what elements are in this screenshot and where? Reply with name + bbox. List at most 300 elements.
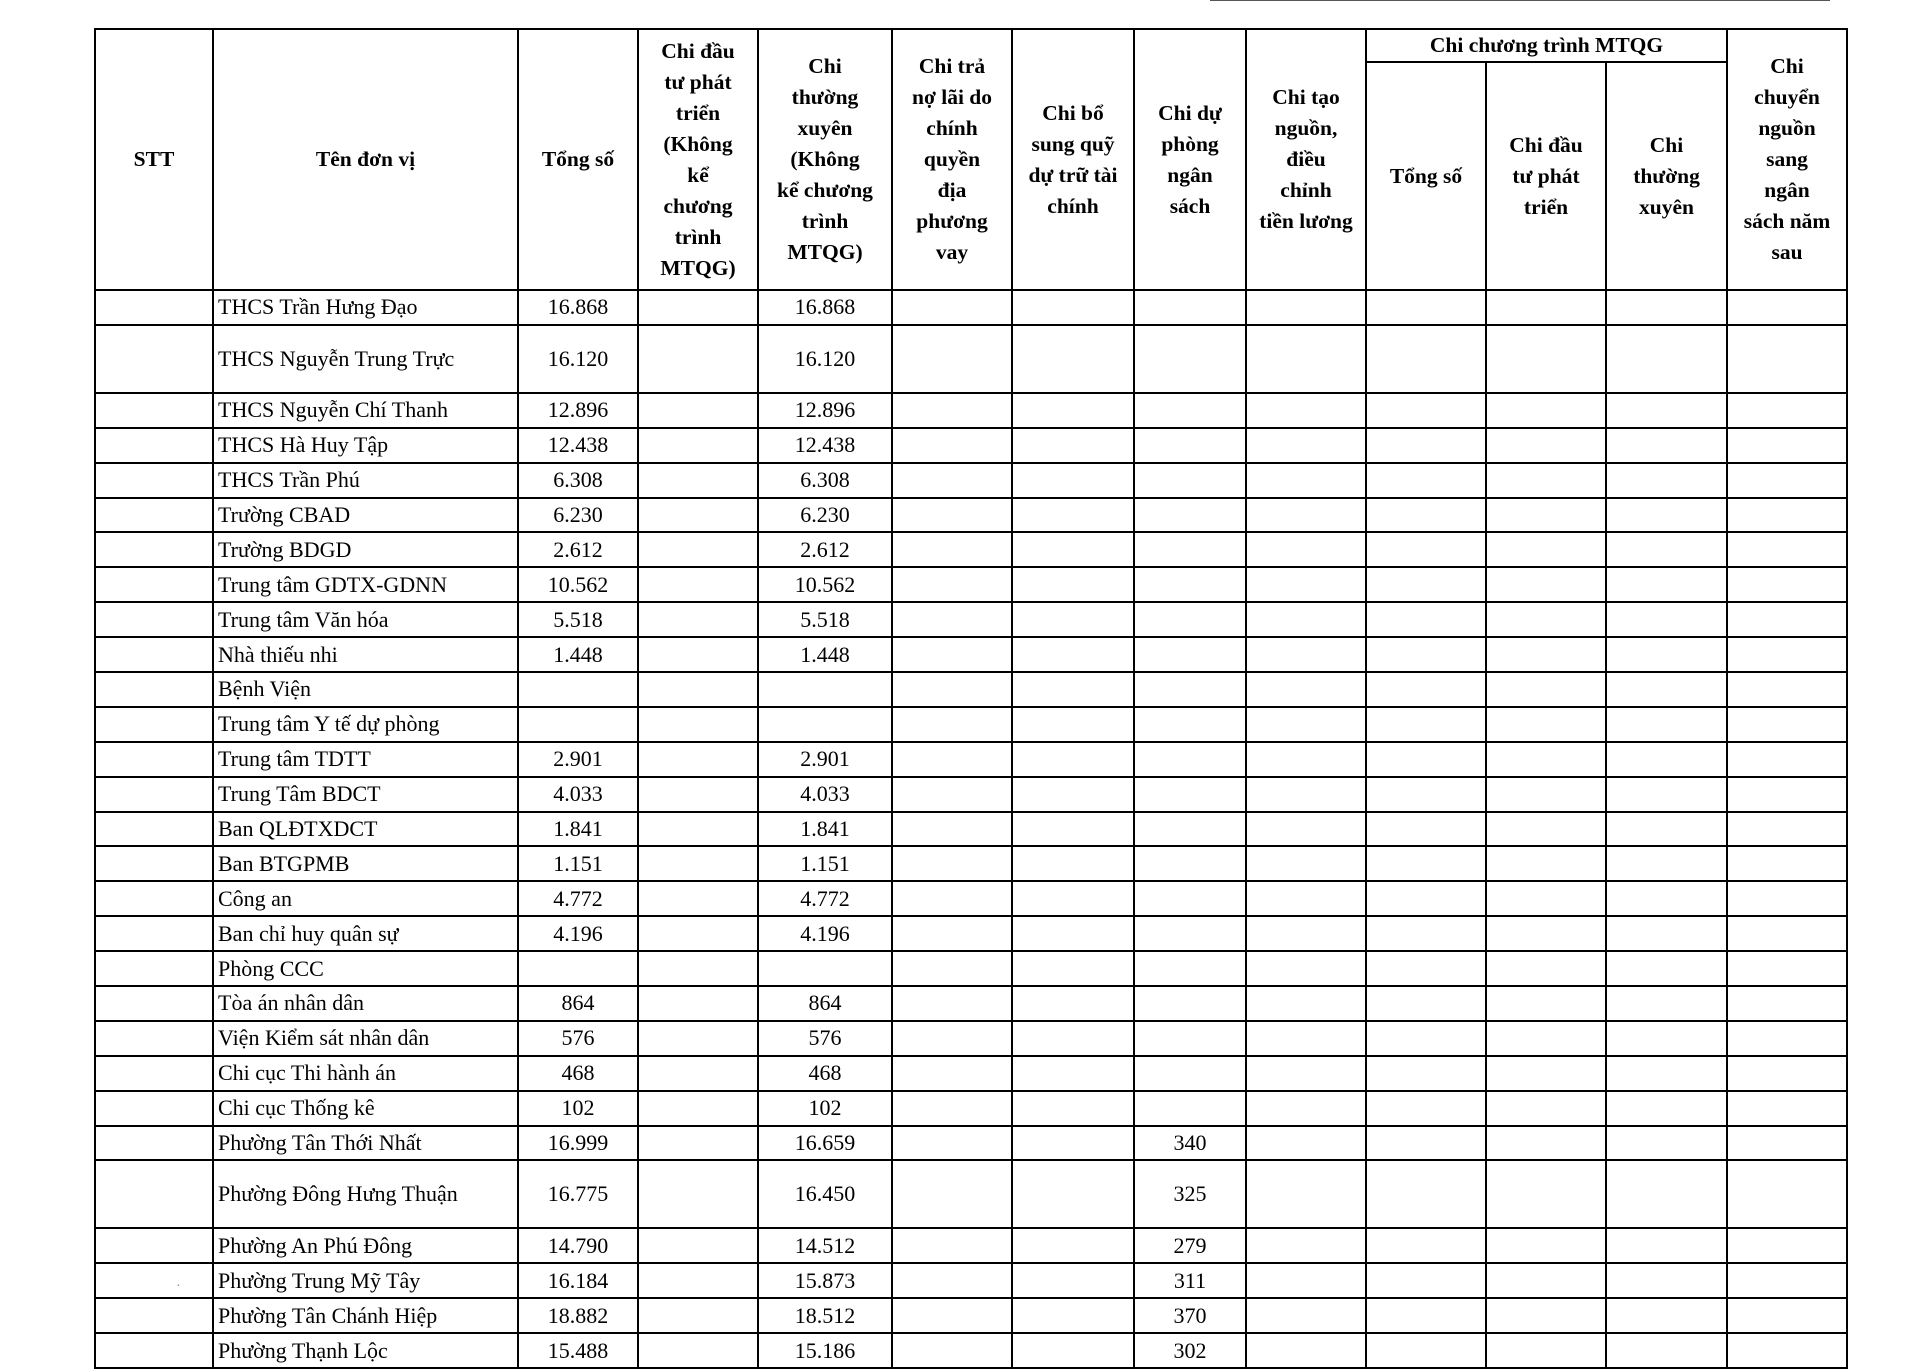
name-cell: Chi cục Thống kê	[213, 1091, 518, 1126]
du-phong-cell	[1134, 672, 1246, 707]
mtqg-thuong-xuyen-cell	[1606, 463, 1727, 498]
tong-so-cell: 5.518	[518, 602, 638, 637]
thuong-xuyen-cell: 1.448	[758, 637, 892, 672]
mtqg-tong-so-cell	[1366, 1298, 1486, 1333]
thuong-xuyen-cell: 4.033	[758, 777, 892, 812]
name-cell: Ban chỉ huy quân sự	[213, 916, 518, 951]
mtqg-thuong-xuyen-cell	[1606, 498, 1727, 533]
mtqg-thuong-xuyen-cell	[1606, 290, 1727, 325]
dau-tu-cell	[638, 532, 758, 567]
tra-no-cell	[892, 1333, 1012, 1368]
tra-no-cell	[892, 1298, 1012, 1333]
tra-no-cell	[892, 567, 1012, 602]
chuyen-nguon-cell	[1727, 846, 1847, 881]
name-cell: Bệnh Viện	[213, 672, 518, 707]
mtqg-tong-so-cell	[1366, 1021, 1486, 1056]
name-cell: Trường CBAD	[213, 498, 518, 533]
thuong-xuyen-cell: 16.120	[758, 325, 892, 393]
du-phong-cell	[1134, 637, 1246, 672]
header-mtqg-thuong-xuyen: Chi thường xuyên	[1606, 62, 1727, 290]
du-phong-cell	[1134, 707, 1246, 742]
tong-so-cell: 468	[518, 1056, 638, 1091]
thuong-xuyen-cell	[758, 707, 892, 742]
name-cell: THCS Nguyễn Trung Trực	[213, 325, 518, 393]
name-cell: Trường BDGD	[213, 532, 518, 567]
bo-sung-cell	[1012, 777, 1134, 812]
dau-tu-cell	[638, 1298, 758, 1333]
table-row	[95, 463, 1847, 498]
stt-cell	[95, 1126, 213, 1161]
chuyen-nguon-cell	[1727, 1126, 1847, 1161]
tao-nguon-cell	[1246, 812, 1366, 847]
dau-tu-cell	[638, 393, 758, 428]
header-mtqg-tong-so: Tổng số	[1366, 62, 1486, 290]
thuong-xuyen-cell: 6.308	[758, 463, 892, 498]
mtqg-dau-tu-cell	[1486, 777, 1606, 812]
name-cell: Trung tâm Văn hóa	[213, 602, 518, 637]
mtqg-tong-so-cell	[1366, 637, 1486, 672]
table-row	[95, 1126, 1847, 1161]
thuong-xuyen-cell: 16.659	[758, 1126, 892, 1161]
stt-cell	[95, 1056, 213, 1091]
tao-nguon-cell	[1246, 290, 1366, 325]
mtqg-tong-so-cell	[1366, 532, 1486, 567]
mtqg-thuong-xuyen-cell	[1606, 567, 1727, 602]
name-cell: Viện Kiểm sát nhân dân	[213, 1021, 518, 1056]
scan-noise: ·	[176, 1279, 181, 1294]
tra-no-cell	[892, 1056, 1012, 1091]
mtqg-thuong-xuyen-cell	[1606, 707, 1727, 742]
thuong-xuyen-cell: 14.512	[758, 1228, 892, 1263]
du-phong-cell	[1134, 951, 1246, 986]
tao-nguon-cell	[1246, 567, 1366, 602]
chuyen-nguon-cell	[1727, 777, 1847, 812]
header-mtqg-dau-tu: Chi đầu tư phát triển	[1486, 62, 1606, 290]
header-chi-dau-tu: Chi đầu tư phát triển (Không kể chương trình MTQG)	[638, 29, 758, 290]
table-row	[95, 428, 1847, 463]
tong-so-cell: 4.772	[518, 881, 638, 916]
stt-cell	[95, 463, 213, 498]
tra-no-cell	[892, 986, 1012, 1021]
tao-nguon-cell	[1246, 777, 1366, 812]
name-cell: Trung tâm TDTT	[213, 742, 518, 777]
chuyen-nguon-cell	[1727, 393, 1847, 428]
chuyen-nguon-cell	[1727, 707, 1847, 742]
du-phong-cell	[1134, 986, 1246, 1021]
mtqg-tong-so-cell	[1366, 1160, 1486, 1228]
tra-no-cell	[892, 1091, 1012, 1126]
tao-nguon-cell	[1246, 325, 1366, 393]
chuyen-nguon-cell	[1727, 1298, 1847, 1333]
mtqg-thuong-xuyen-cell	[1606, 637, 1727, 672]
chuyen-nguon-cell	[1727, 637, 1847, 672]
stt-cell	[95, 846, 213, 881]
thuong-xuyen-cell: 10.562	[758, 567, 892, 602]
du-phong-cell	[1134, 777, 1246, 812]
tao-nguon-cell	[1246, 463, 1366, 498]
mtqg-thuong-xuyen-cell	[1606, 1263, 1727, 1298]
stt-cell	[95, 777, 213, 812]
stt-cell	[95, 428, 213, 463]
chuyen-nguon-cell	[1727, 742, 1847, 777]
bo-sung-cell	[1012, 637, 1134, 672]
tra-no-cell	[892, 428, 1012, 463]
tra-no-cell	[892, 290, 1012, 325]
top-scan-line	[1210, 0, 1830, 1]
mtqg-tong-so-cell	[1366, 812, 1486, 847]
du-phong-cell	[1134, 602, 1246, 637]
bo-sung-cell	[1012, 393, 1134, 428]
chuyen-nguon-cell	[1727, 498, 1847, 533]
du-phong-cell	[1134, 567, 1246, 602]
du-phong-cell	[1134, 463, 1246, 498]
dau-tu-cell	[638, 1333, 758, 1368]
dau-tu-cell	[638, 951, 758, 986]
tong-so-cell: 1.841	[518, 812, 638, 847]
mtqg-thuong-xuyen-cell	[1606, 1021, 1727, 1056]
dau-tu-cell	[638, 290, 758, 325]
thuong-xuyen-cell: 12.896	[758, 393, 892, 428]
mtqg-dau-tu-cell	[1486, 1091, 1606, 1126]
mtqg-tong-so-cell	[1366, 951, 1486, 986]
header-chi-tra-no: Chi trả nợ lãi do chính quyền địa phương vay	[892, 29, 1012, 290]
mtqg-thuong-xuyen-cell	[1606, 428, 1727, 463]
tra-no-cell	[892, 637, 1012, 672]
dau-tu-cell	[638, 707, 758, 742]
mtqg-thuong-xuyen-cell	[1606, 393, 1727, 428]
table-row	[95, 1021, 1847, 1056]
chuyen-nguon-cell	[1727, 325, 1847, 393]
bo-sung-cell	[1012, 1160, 1134, 1228]
tong-so-cell: 576	[518, 1021, 638, 1056]
tao-nguon-cell	[1246, 637, 1366, 672]
table-row	[95, 1333, 1847, 1368]
tao-nguon-cell	[1246, 1091, 1366, 1126]
table-row	[95, 707, 1847, 742]
bo-sung-cell	[1012, 742, 1134, 777]
chuyen-nguon-cell	[1727, 1263, 1847, 1298]
dau-tu-cell	[638, 812, 758, 847]
mtqg-tong-so-cell	[1366, 1056, 1486, 1091]
tra-no-cell	[892, 846, 1012, 881]
stt-cell	[95, 532, 213, 567]
name-cell: THCS Trần Phú	[213, 463, 518, 498]
bo-sung-cell	[1012, 428, 1134, 463]
bo-sung-cell	[1012, 986, 1134, 1021]
table-row	[95, 986, 1847, 1021]
thuong-xuyen-cell: 12.438	[758, 428, 892, 463]
chuyen-nguon-cell	[1727, 986, 1847, 1021]
thuong-xuyen-cell: 15.873	[758, 1263, 892, 1298]
du-phong-cell: 370	[1134, 1298, 1246, 1333]
chuyen-nguon-cell	[1727, 1228, 1847, 1263]
tao-nguon-cell	[1246, 951, 1366, 986]
stt-cell	[95, 951, 213, 986]
tao-nguon-cell	[1246, 881, 1366, 916]
tao-nguon-cell	[1246, 707, 1366, 742]
name-cell: Phường Đông Hưng Thuận	[213, 1160, 518, 1228]
bo-sung-cell	[1012, 532, 1134, 567]
stt-cell	[95, 881, 213, 916]
du-phong-cell	[1134, 498, 1246, 533]
stt-cell	[95, 1333, 213, 1368]
header-tong-so: Tổng số	[518, 29, 638, 290]
tao-nguon-cell	[1246, 393, 1366, 428]
tao-nguon-cell	[1246, 1160, 1366, 1228]
chuyen-nguon-cell	[1727, 812, 1847, 847]
tong-so-cell: 4.196	[518, 916, 638, 951]
mtqg-dau-tu-cell	[1486, 1160, 1606, 1228]
dau-tu-cell	[638, 1091, 758, 1126]
thuong-xuyen-cell: 6.230	[758, 498, 892, 533]
tra-no-cell	[892, 707, 1012, 742]
mtqg-tong-so-cell	[1366, 1263, 1486, 1298]
mtqg-tong-so-cell	[1366, 986, 1486, 1021]
chuyen-nguon-cell	[1727, 567, 1847, 602]
du-phong-cell	[1134, 428, 1246, 463]
stt-cell	[95, 742, 213, 777]
mtqg-thuong-xuyen-cell	[1606, 1228, 1727, 1263]
mtqg-dau-tu-cell	[1486, 672, 1606, 707]
mtqg-dau-tu-cell	[1486, 567, 1606, 602]
mtqg-dau-tu-cell	[1486, 1333, 1606, 1368]
chuyen-nguon-cell	[1727, 1091, 1847, 1126]
tao-nguon-cell	[1246, 498, 1366, 533]
thuong-xuyen-cell: 18.512	[758, 1298, 892, 1333]
header-mtqg-group: Chi chương trình MTQG	[1366, 29, 1727, 62]
tra-no-cell	[892, 498, 1012, 533]
dau-tu-cell	[638, 567, 758, 602]
tra-no-cell	[892, 916, 1012, 951]
bo-sung-cell	[1012, 1228, 1134, 1263]
mtqg-tong-so-cell	[1366, 602, 1486, 637]
mtqg-tong-so-cell	[1366, 916, 1486, 951]
table-row	[95, 1160, 1847, 1228]
dau-tu-cell	[638, 846, 758, 881]
table-row	[95, 567, 1847, 602]
stt-cell	[95, 1298, 213, 1333]
name-cell: Phường Tân Chánh Hiệp	[213, 1298, 518, 1333]
tra-no-cell	[892, 602, 1012, 637]
chuyen-nguon-cell	[1727, 916, 1847, 951]
du-phong-cell: 340	[1134, 1126, 1246, 1161]
bo-sung-cell	[1012, 1056, 1134, 1091]
stt-cell	[95, 1160, 213, 1228]
mtqg-thuong-xuyen-cell	[1606, 1091, 1727, 1126]
dau-tu-cell	[638, 1056, 758, 1091]
mtqg-dau-tu-cell	[1486, 986, 1606, 1021]
mtqg-tong-so-cell	[1366, 463, 1486, 498]
name-cell: Phường Thạnh Lộc	[213, 1333, 518, 1368]
dau-tu-cell	[638, 463, 758, 498]
mtqg-dau-tu-cell	[1486, 881, 1606, 916]
mtqg-thuong-xuyen-cell	[1606, 846, 1727, 881]
mtqg-tong-so-cell	[1366, 777, 1486, 812]
bo-sung-cell	[1012, 672, 1134, 707]
chuyen-nguon-cell	[1727, 1021, 1847, 1056]
dau-tu-cell	[638, 742, 758, 777]
stt-cell	[95, 567, 213, 602]
chuyen-nguon-cell	[1727, 881, 1847, 916]
du-phong-cell	[1134, 393, 1246, 428]
tong-so-cell: 18.882	[518, 1298, 638, 1333]
chuyen-nguon-cell	[1727, 1333, 1847, 1368]
tao-nguon-cell	[1246, 1021, 1366, 1056]
bo-sung-cell	[1012, 707, 1134, 742]
tao-nguon-cell	[1246, 672, 1366, 707]
tong-so-cell: 6.308	[518, 463, 638, 498]
table-row	[95, 602, 1847, 637]
header-chi-bo-sung: Chi bổ sung quỹ dự trữ tài chính	[1012, 29, 1134, 290]
tong-so-cell: 14.790	[518, 1228, 638, 1263]
table-row	[95, 393, 1847, 428]
mtqg-thuong-xuyen-cell	[1606, 1160, 1727, 1228]
tong-so-cell: 12.896	[518, 393, 638, 428]
table-row	[95, 1263, 1847, 1298]
stt-cell	[95, 393, 213, 428]
table-row	[95, 916, 1847, 951]
mtqg-tong-so-cell	[1366, 881, 1486, 916]
mtqg-thuong-xuyen-cell	[1606, 1126, 1727, 1161]
name-cell: Phòng CCC	[213, 951, 518, 986]
bo-sung-cell	[1012, 1091, 1134, 1126]
mtqg-tong-so-cell	[1366, 742, 1486, 777]
du-phong-cell: 325	[1134, 1160, 1246, 1228]
stt-cell	[95, 602, 213, 637]
du-phong-cell	[1134, 532, 1246, 567]
mtqg-thuong-xuyen-cell	[1606, 602, 1727, 637]
tong-so-cell	[518, 707, 638, 742]
name-cell: THCS Hà Huy Tập	[213, 428, 518, 463]
mtqg-tong-so-cell	[1366, 325, 1486, 393]
dau-tu-cell	[638, 986, 758, 1021]
chuyen-nguon-cell	[1727, 1160, 1847, 1228]
name-cell: Nhà thiếu nhi	[213, 637, 518, 672]
mtqg-dau-tu-cell	[1486, 951, 1606, 986]
mtqg-thuong-xuyen-cell	[1606, 1056, 1727, 1091]
mtqg-dau-tu-cell	[1486, 463, 1606, 498]
stt-cell	[95, 1091, 213, 1126]
tong-so-cell: 864	[518, 986, 638, 1021]
thuong-xuyen-cell: 102	[758, 1091, 892, 1126]
tao-nguon-cell	[1246, 986, 1366, 1021]
tong-so-cell: 16.868	[518, 290, 638, 325]
mtqg-thuong-xuyen-cell	[1606, 1298, 1727, 1333]
stt-cell	[95, 637, 213, 672]
name-cell: Phường An Phú Đông	[213, 1228, 518, 1263]
dau-tu-cell	[638, 637, 758, 672]
table-header	[95, 29, 1847, 290]
table-row	[95, 742, 1847, 777]
tong-so-cell	[518, 672, 638, 707]
tong-so-cell	[518, 951, 638, 986]
mtqg-thuong-xuyen-cell	[1606, 742, 1727, 777]
table-row	[95, 951, 1847, 986]
chuyen-nguon-cell	[1727, 951, 1847, 986]
mtqg-thuong-xuyen-cell	[1606, 325, 1727, 393]
tra-no-cell	[892, 672, 1012, 707]
tao-nguon-cell	[1246, 846, 1366, 881]
thuong-xuyen-cell: 16.450	[758, 1160, 892, 1228]
bo-sung-cell	[1012, 567, 1134, 602]
chuyen-nguon-cell	[1727, 1056, 1847, 1091]
dau-tu-cell	[638, 1228, 758, 1263]
header-chi-du-phong: Chi dự phòng ngân sách	[1134, 29, 1246, 290]
chuyen-nguon-cell	[1727, 532, 1847, 567]
dau-tu-cell	[638, 672, 758, 707]
tong-so-cell: 15.488	[518, 1333, 638, 1368]
du-phong-cell	[1134, 881, 1246, 916]
stt-cell	[95, 672, 213, 707]
bo-sung-cell	[1012, 1263, 1134, 1298]
tong-so-cell: 6.230	[518, 498, 638, 533]
thuong-xuyen-cell: 16.868	[758, 290, 892, 325]
tong-so-cell: 16.999	[518, 1126, 638, 1161]
dau-tu-cell	[638, 498, 758, 533]
mtqg-dau-tu-cell	[1486, 742, 1606, 777]
mtqg-dau-tu-cell	[1486, 1228, 1606, 1263]
mtqg-thuong-xuyen-cell	[1606, 672, 1727, 707]
name-cell: Trung tâm GDTX-GDNN	[213, 567, 518, 602]
table-row	[95, 777, 1847, 812]
bo-sung-cell	[1012, 916, 1134, 951]
mtqg-thuong-xuyen-cell	[1606, 916, 1727, 951]
mtqg-dau-tu-cell	[1486, 846, 1606, 881]
mtqg-dau-tu-cell	[1486, 1056, 1606, 1091]
table-row	[95, 1091, 1847, 1126]
du-phong-cell	[1134, 1091, 1246, 1126]
tong-so-cell: 1.448	[518, 637, 638, 672]
bo-sung-cell	[1012, 290, 1134, 325]
tong-so-cell: 12.438	[518, 428, 638, 463]
mtqg-thuong-xuyen-cell	[1606, 951, 1727, 986]
table-row	[95, 1298, 1847, 1333]
du-phong-cell	[1134, 846, 1246, 881]
table-row	[95, 290, 1847, 325]
tra-no-cell	[892, 1228, 1012, 1263]
mtqg-thuong-xuyen-cell	[1606, 986, 1727, 1021]
tong-so-cell: 10.562	[518, 567, 638, 602]
tao-nguon-cell	[1246, 532, 1366, 567]
chuyen-nguon-cell	[1727, 672, 1847, 707]
mtqg-dau-tu-cell	[1486, 290, 1606, 325]
bo-sung-cell	[1012, 846, 1134, 881]
thuong-xuyen-cell: 576	[758, 1021, 892, 1056]
chuyen-nguon-cell	[1727, 602, 1847, 637]
bo-sung-cell	[1012, 498, 1134, 533]
mtqg-tong-so-cell	[1366, 1091, 1486, 1126]
stt-cell	[95, 707, 213, 742]
table-row	[95, 498, 1847, 533]
mtqg-dau-tu-cell	[1486, 1021, 1606, 1056]
name-cell: Ban BTGPMB	[213, 846, 518, 881]
stt-cell	[95, 812, 213, 847]
tao-nguon-cell	[1246, 1298, 1366, 1333]
bo-sung-cell	[1012, 325, 1134, 393]
tong-so-cell: 16.184	[518, 1263, 638, 1298]
tra-no-cell	[892, 1021, 1012, 1056]
dau-tu-cell	[638, 1021, 758, 1056]
header-chi-thuong-xuyen: Chi thường xuyên (Không kể chương trình MTQG)	[758, 29, 892, 290]
stt-cell	[95, 1263, 213, 1298]
thuong-xuyen-cell: 1.841	[758, 812, 892, 847]
thuong-xuyen-cell	[758, 951, 892, 986]
stt-cell	[95, 325, 213, 393]
stt-cell	[95, 916, 213, 951]
table-row	[95, 325, 1847, 393]
tong-so-cell: 16.775	[518, 1160, 638, 1228]
mtqg-dau-tu-cell	[1486, 498, 1606, 533]
